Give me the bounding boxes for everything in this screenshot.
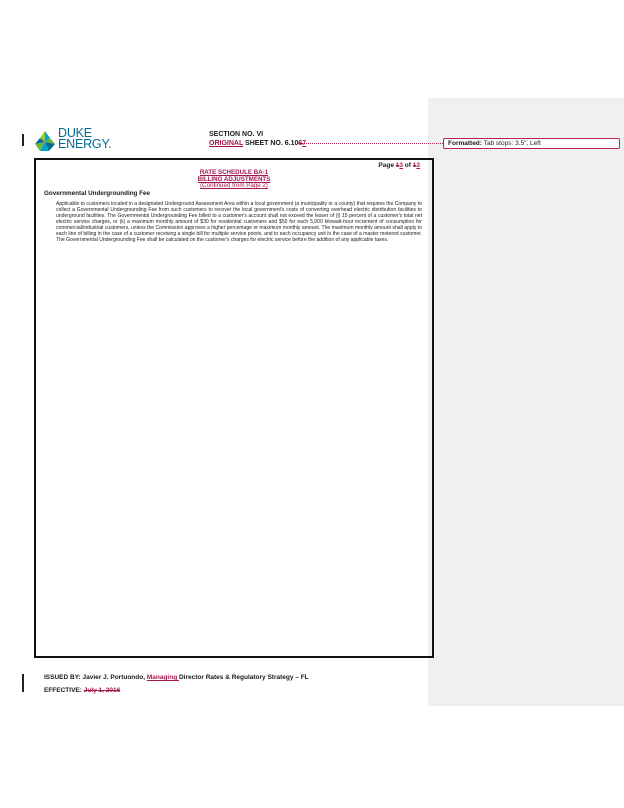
issued-by-line [44, 674, 309, 681]
format-comment-balloon[interactable] [443, 138, 620, 149]
total-deleted-digit: 1 [412, 162, 417, 169]
comment-text: Tab stops: 3.5", Left [481, 140, 541, 147]
markup-pane [428, 98, 624, 706]
page-deleted-digit: 1 [395, 162, 400, 169]
issued-title: Director Rates & Regulatory Strategy – FL [178, 674, 309, 681]
sheet-deleted-digit: 6 [298, 140, 303, 147]
sheet-main-text: SHEET NO. 6.10 [243, 140, 299, 147]
logo-line-energy: ENERGY. [58, 137, 112, 151]
change-bar-footer [22, 674, 24, 692]
sheet-inserted-digit: 7 [302, 140, 307, 147]
comment-connector-line [300, 143, 443, 144]
sheet-number [209, 139, 306, 148]
comment-label: Formatted: [448, 140, 482, 147]
issued-name: Javier J. Portuondo, [82, 674, 147, 681]
schedule-continued [36, 183, 432, 190]
issued-inserted-text: Managing [146, 674, 179, 681]
duke-energy-flame-icon [34, 130, 56, 154]
total-inserted-digit: 3 [416, 162, 420, 169]
schedule-subtitle-text: BILLING ADJUSTMENTS [197, 175, 271, 183]
body-paragraph: Applicable to customers located in a designated Underground Assessment Area within a local government (a municipality or a county) that requires the Company to collect a Governmental Undergrounding Fee from such customers to recover the local government's costs of converting overhead electric distribution facilities to underground facilities. The Governmental Undergrounding Fee billed to a customer's account shall not exceed the lesser of (i) 15 percent of a customer's total net electric service charges, or (ii) a maximum monthly amount of $30 for residential customers and $50 for each 5,000 kilowatt-hour increment of consumption for commercial/industrial customers, unless the Commission approves a higher percentage or maximum monthly amount. The maximum monthly amount shall apply to each line of billing in the case of a customer receiving a single bill for multiple service points, and to each occupancy unit in the case of a master metered customer. The Governmental Undergrounding Fee shall be calculated on the customer's charges for electric service before the addition of any applicable taxes. [56, 201, 422, 244]
page-of-label: of [403, 162, 413, 169]
sheet-inserted-text: ORIGINAL [209, 140, 244, 147]
effective-line [44, 687, 120, 694]
effective-deleted-date: July 1, 2016 [83, 687, 121, 694]
schedule-title-text: RATE SCHEDULE BA-1 [199, 169, 269, 176]
schedule-continued-text: (Continued from Page 2) [200, 182, 268, 189]
page-label: Page [378, 162, 396, 169]
tariff-page-frame [34, 158, 434, 658]
page-number [378, 162, 420, 169]
logo-line-duke: DUKE [58, 126, 92, 140]
section-number: SECTION NO. VI [209, 131, 264, 138]
issued-label: ISSUED BY: [44, 674, 83, 681]
duke-energy-logo [34, 128, 114, 158]
effective-label: EFFECTIVE: [44, 687, 84, 694]
logo-wordmark [58, 128, 111, 150]
page-inserted-digit: 3 [399, 162, 403, 169]
change-bar-header [22, 134, 24, 146]
section-heading: Governmental Undergrounding Fee [44, 190, 151, 197]
